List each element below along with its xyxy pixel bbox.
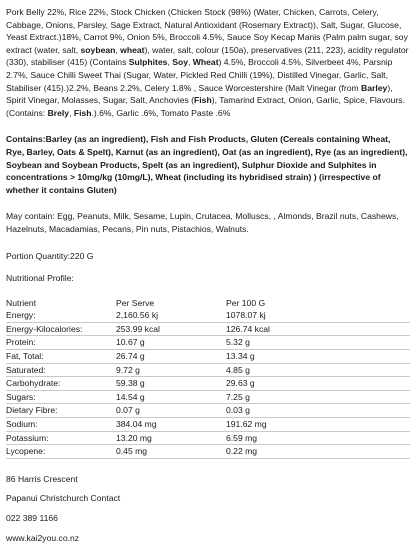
bold-allergen-text: Fish: [194, 95, 212, 106]
bold-allergen-text: Sulphites: [128, 57, 168, 68]
nutrition-header-cell: Nutrient: [6, 297, 37, 308]
text-segment: ), Tamarind Extract, Onion, Garlic, Spice, Flavours. (Contains:: [6, 95, 405, 118]
address-line-1: 86 Harris Crescent: [6, 473, 78, 484]
text-segment: ,: [115, 44, 121, 55]
bold-allergen-text: Barley: [361, 82, 388, 93]
table-row: [6, 309, 410, 322]
per-serve-value: 14.54 g: [116, 390, 226, 404]
per-100g-value: 126.74 kcal: [226, 322, 410, 336]
text-segment: ,: [167, 57, 173, 68]
address-line-2: Papanui Christchurch Contact: [6, 493, 121, 504]
per-serve-value: 9.72 g: [116, 363, 226, 377]
nutrition-header-row: [6, 297, 410, 310]
nutritional-profile-heading: Nutritional Profile:: [6, 273, 74, 284]
per-serve-value: 384.04 mg: [116, 418, 226, 432]
per-100g-value: 0.22 mg: [226, 445, 410, 459]
phone-number: 022 389 1166: [6, 513, 58, 523]
table-row: [6, 390, 410, 404]
per-serve-value: 0.45 mg: [116, 445, 226, 459]
nutrient-name: Dietary Fibre:: [6, 404, 116, 418]
text-segment: ), Spirit Vinegar, Molasses, Sugar, Salt, Anchovies (: [6, 82, 393, 106]
contact-block: [6, 473, 410, 544]
bold-allergen-text: Brely: [47, 107, 70, 118]
per-serve-value: 2,160.56 kj: [116, 309, 226, 322]
bold-allergen-text: Contains:Barley (as an ingredient), Fish and Fish Products, Gluten (Cereals containing Wheat, Rye, Barley, Oats & Spelt),: [6, 134, 391, 157]
per-100g-value: 13.34 g: [226, 350, 410, 364]
per-serve-value: 59.38 g: [116, 377, 226, 391]
per-serve-value: 253.99 kcal: [116, 322, 226, 336]
bold-allergen-text: wheat: [120, 44, 145, 55]
bold-allergen-text: Karnut (as an ingredient), Oat (as an ingredient), Rye (as an ingredient), Soybean and Soybean Products, Spelt (as an ingredient), Sulphur Dioxide and Sulphites in concentrations > 10mg/kg (10mg/L), Wheat (including its hybridised strain) ) (irrespective of whether it contains Gluten): [6, 146, 408, 195]
table-row: [6, 404, 410, 418]
nutrient-name: Energy:: [6, 309, 116, 322]
table-row: [6, 377, 410, 391]
table-row: [6, 322, 410, 336]
per-100g-value: 7.25 g: [226, 390, 410, 404]
nutrient-name: Potassium:: [6, 431, 116, 445]
per-100g-value: 4.85 g: [226, 363, 410, 377]
per-100g-value: 1078.07 kj: [226, 309, 410, 322]
text-segment: ), water, salt, colour (150a), preservatives (211, 223), acidity regulator (330), stabiliser (415) (Contains: [6, 44, 409, 68]
per-serve-value: 26.74 g: [116, 350, 226, 364]
may-contain-text: May contain: Egg, Peanuts, Milk, Sesame, Lupin, Crutacea, Molluscs, , Almonds, Brazil nuts, Cashews, Hazelnuts, Macadamias, Pecans, Pin nuts, Pistachios, Walnuts.: [6, 211, 399, 234]
nutrition-table: [6, 297, 410, 459]
text-segment: ,: [69, 107, 74, 118]
allergens-text: [6, 133, 410, 196]
bold-allergen-text: Fish: [73, 107, 92, 118]
table-row: [6, 336, 410, 350]
table-row: [6, 445, 410, 459]
website-link[interactable]: www.kai2you.co.nz: [6, 532, 80, 543]
per-serve-value: 10.67 g: [116, 336, 226, 350]
nutrient-name: Carbohydrate:: [6, 377, 116, 391]
ingredients-text: [6, 6, 410, 119]
bold-allergen-text: Wheat: [192, 57, 219, 68]
table-row: [6, 350, 410, 364]
text-segment: ,: [188, 57, 193, 68]
nutrition-header-cell: Per Serve: [116, 297, 155, 308]
nutrient-name: Lycopene:: [6, 445, 116, 459]
bold-allergen-text: Soy: [172, 57, 188, 68]
table-row: [6, 431, 410, 445]
nutrient-name: Energy-Kilocalories:: [6, 322, 116, 336]
nutrient-name: Sodium:: [6, 418, 116, 432]
table-row: [6, 363, 410, 377]
nutrient-name: Protein:: [6, 336, 116, 350]
table-row: [6, 418, 410, 432]
nutrient-name: Saturated:: [6, 363, 116, 377]
per-100g-value: 5.32 g: [226, 336, 410, 350]
bold-allergen-text: soybean: [80, 44, 116, 55]
text-segment: ) 4.5%, Broccoli 4.5%, Silverbeet 4%, Parsnip 2.7%, Sauce Chilli Sweet Thai (Sugar, Water, Pickled Red Chilli (19%), Distilled Vinegar, Garlic, Salt, Stabiliser (415).)2.2%, Beans 2.2%, Celery 1.8% , Sauce Worcestershire (Malt Vinegar (from: [6, 57, 393, 93]
per-serve-value: 0.07 g: [116, 404, 226, 418]
per-100g-value: 191.62 mg: [226, 418, 410, 432]
text-segment: Pork Belly 22%, Rice 22%, Stock Chicken (Chicken Stock (98%) (Water, Chicken, Carrots, Celery, Cabbage, Onions, Parsley, Sage Extract, Natural Antioxidant (Rosemary Extract)), Salt, Sugar, Glucose, Yeast Extract.)18%, Carrot 9%, Onion 5%, Broccoli 4.5%, Sauce Soy Kecap Manis (Palm palm sugar, soy extract (water, salt,: [6, 7, 408, 55]
per-100g-value: 29.63 g: [226, 377, 410, 391]
per-100g-value: 0.03 g: [226, 404, 410, 418]
nutrition-header-cell: Per 100 G: [226, 297, 266, 308]
nutrient-name: Sugars:: [6, 390, 116, 404]
nutrient-name: Fat, Total:: [6, 350, 116, 364]
per-serve-value: 13.20 mg: [116, 431, 226, 445]
per-100g-value: 6.59 mg: [226, 431, 410, 445]
portion-quantity: Portion Quantity:220 G: [6, 250, 94, 261]
text-segment: .).6%, Garlic .6%, Tomato Paste .6%: [91, 107, 231, 118]
